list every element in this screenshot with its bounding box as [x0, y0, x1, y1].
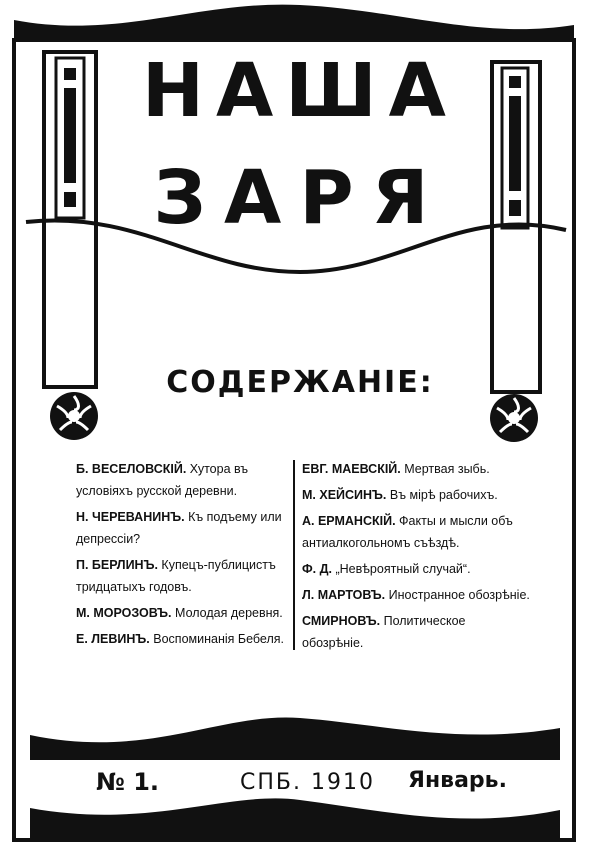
bottom-wave-lower [30, 798, 560, 840]
entry-author: А. ЕРМАНСКІЙ. [302, 514, 396, 528]
entry-title: Купецъ-публицистъ тридцатыхъ годовъ. [76, 558, 276, 594]
entry-author: Ф. Д. [302, 562, 332, 576]
entry-title: Факты и мысли объ антиалкогольномъ съѣздѣ. [302, 514, 513, 550]
entry-author: М. ХЕЙСИНЪ. [302, 488, 387, 502]
entry-title: Молодая деревня. [175, 606, 283, 620]
entry-author: СМИРНОВЪ. [302, 614, 381, 628]
entry-author: П. БЕРЛИНЪ. [76, 558, 158, 572]
contents-entry [302, 458, 530, 480]
contents-entry [302, 510, 530, 554]
contents-entry [302, 484, 530, 506]
right-rosette [490, 394, 538, 442]
contents-entry [76, 458, 288, 502]
entry-title: Хутора въ условіяхъ русской деревни. [76, 462, 249, 498]
contents-left-column [76, 458, 288, 654]
entry-author: М. МОРОЗОВЪ. [76, 606, 172, 620]
entry-author: Н. ЧЕРЕВАНИНЪ. [76, 510, 185, 524]
top-wave [14, 5, 574, 40]
contents-entry [302, 558, 530, 580]
contents-entry [76, 602, 288, 624]
entry-title: Политическое обозрѣніе. [302, 614, 466, 650]
entry-author: Е. ЛЕВИНЪ. [76, 632, 150, 646]
entry-title: Къ подъему или депрессіи? [76, 510, 282, 546]
contents-entry [76, 554, 288, 598]
city-year: СПБ. 1910 [240, 770, 375, 795]
entry-title: Иностранное обозрѣніе. [388, 588, 530, 602]
bottom-wave-upper [30, 717, 560, 760]
entry-title: Воспоминанія Бебеля. [153, 632, 284, 646]
issue-number: № 1. [96, 768, 160, 796]
entry-author: Л. МАРТОВЪ. [302, 588, 386, 602]
contents-heading: СОДЕРЖАНІЕ: [166, 365, 434, 400]
entry-title: „Невѣроятный случай“. [335, 562, 471, 576]
entry-author: Б. ВЕСЕЛОВСКІЙ. [76, 462, 187, 476]
entry-title: Въ мірѣ рабочихъ. [389, 488, 498, 502]
entry-author: ЕВГ. МАЕВСКІЙ. [302, 462, 401, 476]
contents-entry [302, 584, 530, 606]
magazine-title-line-2: ЗАРЯ [153, 155, 447, 241]
entry-title: Мертвая зыбь. [404, 462, 490, 476]
issue-month: Январь. [408, 768, 507, 793]
magazine-title-line-1: НАША [142, 48, 458, 134]
contents-entry [302, 610, 530, 654]
contents-right-column [302, 458, 530, 658]
contents-entry [76, 506, 288, 550]
contents-entry [76, 628, 288, 650]
